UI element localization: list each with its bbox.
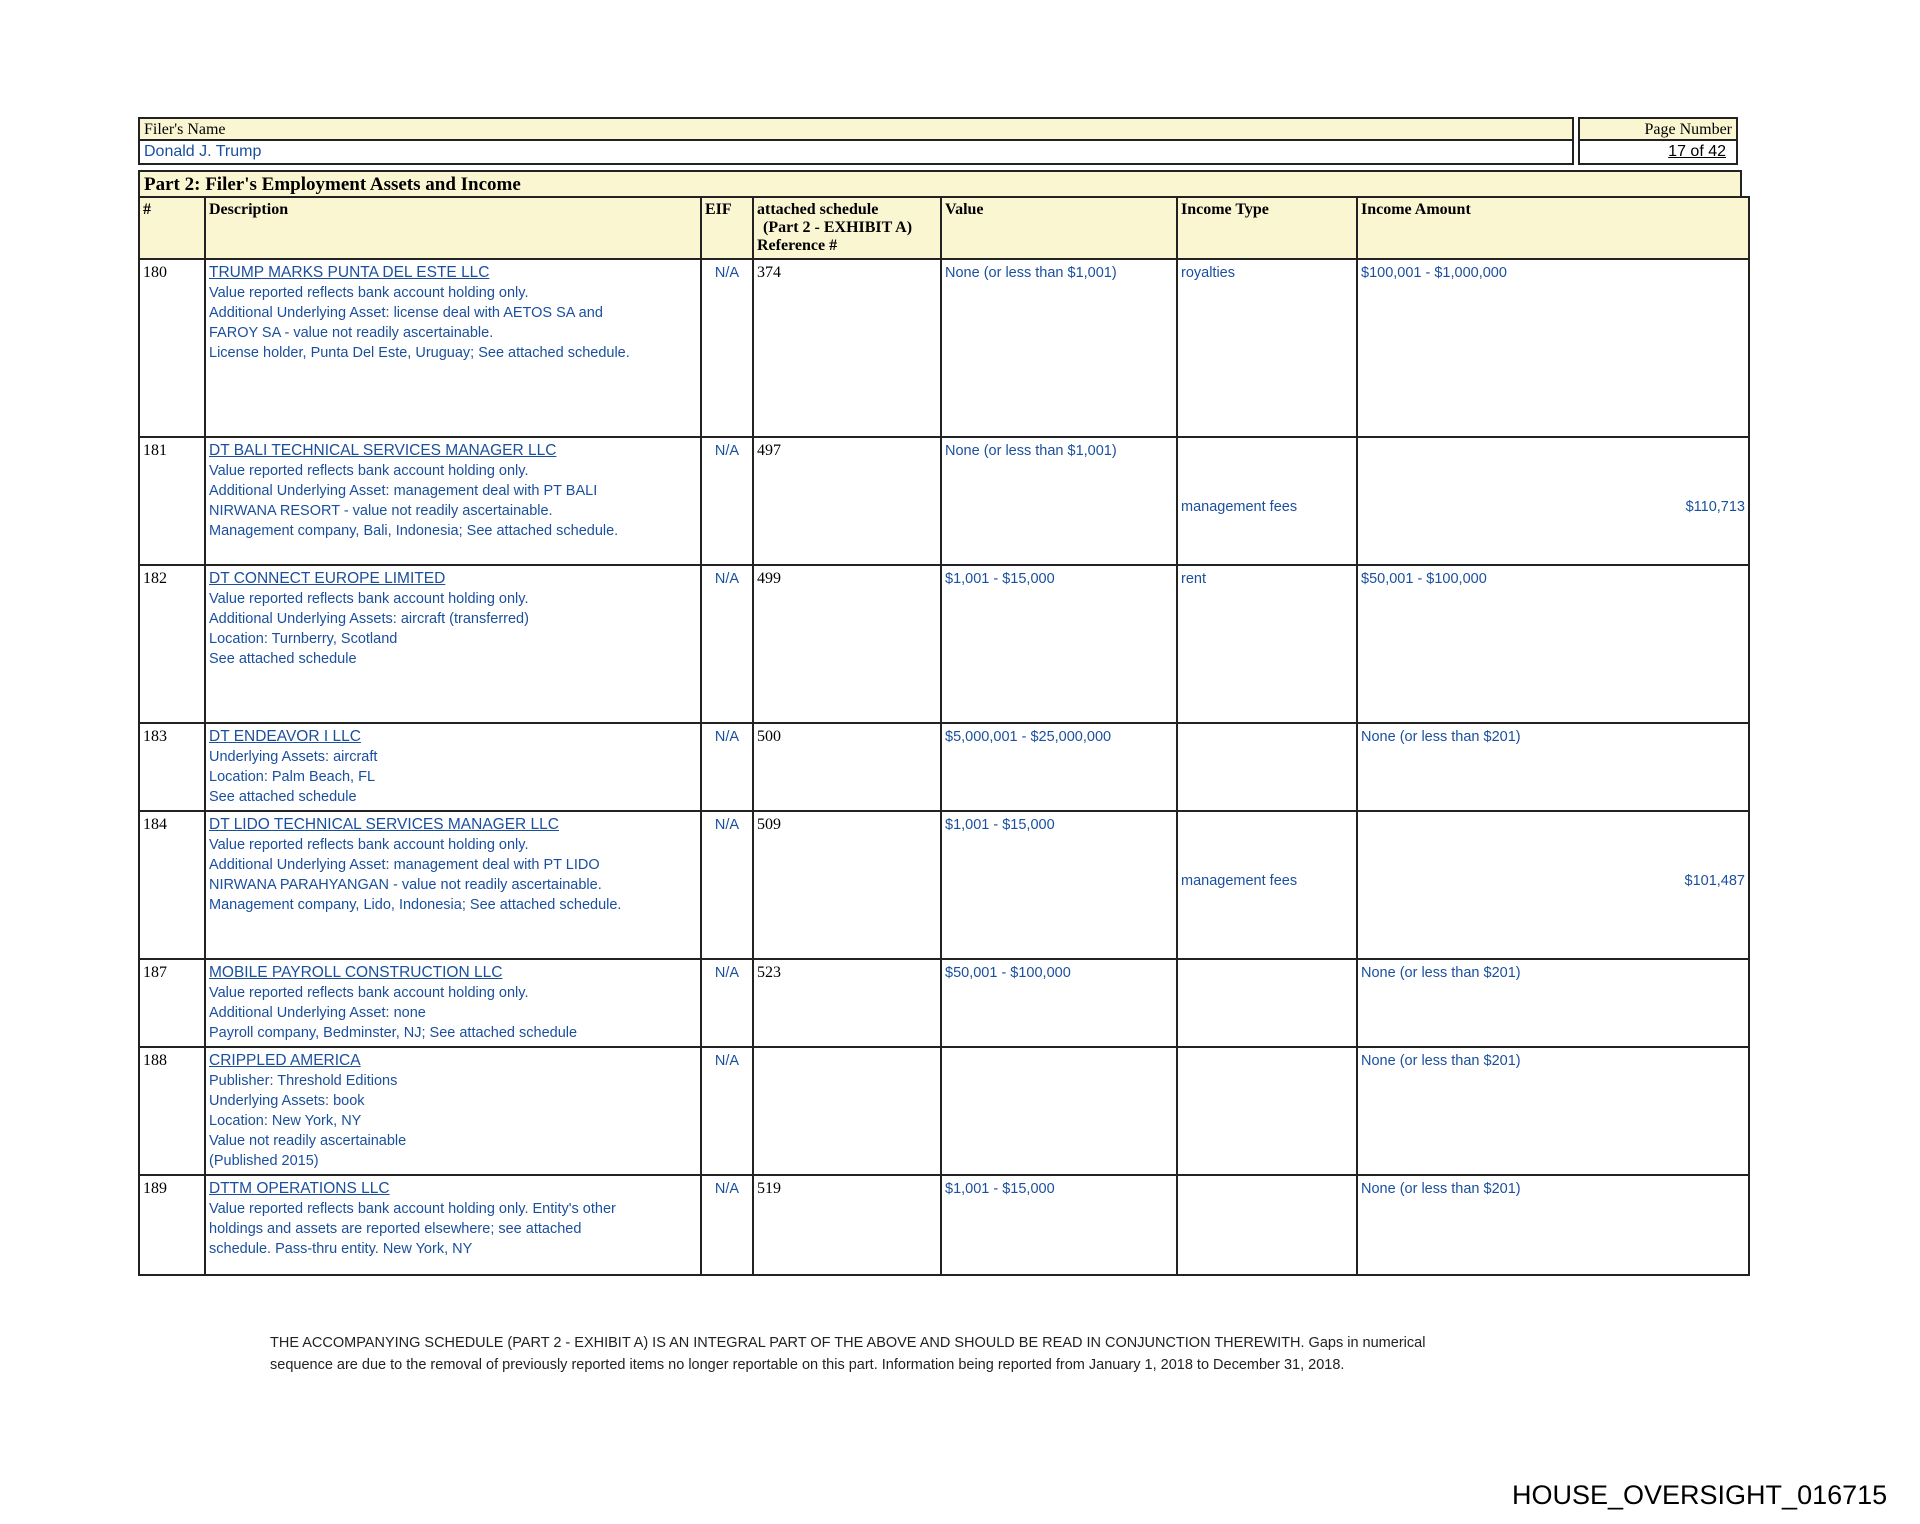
eif-text: N/A xyxy=(714,443,740,459)
value-text: $5,000,001 - $25,000,000 xyxy=(945,729,1112,745)
table-row xyxy=(139,1175,1749,1275)
row-income-amount xyxy=(1357,723,1749,811)
description-line: See attached schedule xyxy=(209,651,357,667)
entity-title: DT CONNECT EUROPE LIMITED xyxy=(209,570,446,587)
description-line: See attached schedule xyxy=(209,789,357,805)
value-text: None (or less than $1,001) xyxy=(945,443,1117,459)
value-text: $1,001 - $15,000 xyxy=(945,817,1055,833)
entity-title: TRUMP MARKS PUNTA DEL ESTE LLC xyxy=(209,264,490,281)
row-number-text: 189 xyxy=(143,1180,167,1197)
filer-name-label: Filer's Name xyxy=(138,117,1574,141)
row-description xyxy=(205,437,701,565)
description-line: Management company, Bali, Indonesia; See attached schedule. xyxy=(209,523,619,539)
description-line: Additional Underlying Assets: aircraft (transferred) xyxy=(209,611,529,627)
description-line: FAROY SA - value not readily ascertainable. xyxy=(209,325,494,341)
row-reference xyxy=(753,565,941,723)
row-reference xyxy=(753,959,941,1047)
assets-income-table xyxy=(138,196,1750,1276)
cell-spacer xyxy=(1361,441,1745,497)
row-number-text: 181 xyxy=(143,442,167,459)
row-number-text: 187 xyxy=(143,964,167,981)
row-number xyxy=(139,1047,205,1175)
col-header-income-type: Income Type xyxy=(1177,197,1357,259)
row-value xyxy=(941,1175,1177,1275)
reference-text: 499 xyxy=(757,570,781,587)
row-income-amount xyxy=(1357,1047,1749,1175)
table-row xyxy=(139,565,1749,723)
row-number xyxy=(139,437,205,565)
filer-name-value: Donald J. Trump xyxy=(138,141,1574,165)
col-header-value: Value xyxy=(941,197,1177,259)
description-line: Management company, Lido, Indonesia; See attached schedule. xyxy=(209,897,622,913)
income-amount-text: None (or less than $201) xyxy=(1361,1053,1521,1069)
row-income-type xyxy=(1177,1047,1357,1175)
entity-title: DT LIDO TECHNICAL SERVICES MANAGER LLC xyxy=(209,816,559,833)
row-reference xyxy=(753,1175,941,1275)
value-text: $50,001 - $100,000 xyxy=(945,965,1071,981)
col-header-ref-line1: attached schedule xyxy=(757,201,879,218)
row-number-text: 183 xyxy=(143,728,167,745)
part-title: Part 2: Filer's Employment Assets and Income xyxy=(138,170,1742,196)
row-number-text: 182 xyxy=(143,570,167,587)
description-line: Value reported reflects bank account holding only. xyxy=(209,285,529,301)
row-value xyxy=(941,565,1177,723)
table-row xyxy=(139,437,1749,565)
reference-text: 509 xyxy=(757,816,781,833)
description-line: Additional Underlying Asset: license deal with AETOS SA and xyxy=(209,305,603,321)
reference-text: 519 xyxy=(757,1180,781,1197)
reference-text: 523 xyxy=(757,964,781,981)
table-header-row xyxy=(139,197,1749,259)
eif-text: N/A xyxy=(714,729,740,745)
income-amount-text: $101,487 xyxy=(1684,873,1745,889)
row-value xyxy=(941,259,1177,437)
footnote-line-1: THE ACCOMPANYING SCHEDULE (PART 2 - EXHIBIT A) IS AN INTEGRAL PART OF THE ABOVE AND SHOULD BE READ IN CONJUNCTION THEREWITH. Gaps in numerical xyxy=(270,1335,1426,1351)
description-line: Location: Palm Beach, FL xyxy=(209,769,376,785)
description-line: Additional Underlying Asset: management deal with PT BALI xyxy=(209,483,598,499)
row-eif xyxy=(701,437,753,565)
row-eif xyxy=(701,565,753,723)
cell-spacer xyxy=(1181,441,1353,497)
footnote-line-2: sequence are due to the removal of previously reported items no longer reportable on this part. Information being reported from January 1, 2018 to December 31, 2018. xyxy=(270,1357,1345,1373)
row-eif xyxy=(701,959,753,1047)
eif-text: N/A xyxy=(714,1053,740,1069)
income-type-text: royalties xyxy=(1181,265,1235,281)
eif-text: N/A xyxy=(714,571,740,587)
col-header-num: # xyxy=(139,197,205,259)
description-line: Publisher: Threshold Editions xyxy=(209,1073,398,1089)
cell-spacer xyxy=(1181,815,1353,871)
row-description xyxy=(205,811,701,959)
entity-title: DTTM OPERATIONS LLC xyxy=(209,1180,390,1197)
income-type-text: management fees xyxy=(1181,499,1298,515)
row-reference xyxy=(753,723,941,811)
entity-title: MOBILE PAYROLL CONSTRUCTION LLC xyxy=(209,964,503,981)
row-value xyxy=(941,1047,1177,1175)
row-eif xyxy=(701,259,753,437)
row-number xyxy=(139,959,205,1047)
row-number xyxy=(139,259,205,437)
description-line: NIRWANA RESORT - value not readily ascertainable. xyxy=(209,503,553,519)
eif-text: N/A xyxy=(714,817,740,833)
row-value xyxy=(941,723,1177,811)
description-line: Location: Turnberry, Scotland xyxy=(209,631,398,647)
row-number xyxy=(139,1175,205,1275)
reference-text: 374 xyxy=(757,264,781,281)
reference-text: 497 xyxy=(757,442,781,459)
row-income-amount xyxy=(1357,959,1749,1047)
eif-text: N/A xyxy=(714,965,740,981)
row-income-type xyxy=(1177,437,1357,565)
description-line: NIRWANA PARAHYANGAN - value not readily ascertainable. xyxy=(209,877,602,893)
row-value xyxy=(941,811,1177,959)
row-income-type xyxy=(1177,1175,1357,1275)
row-number-text: 180 xyxy=(143,264,167,281)
reference-text: 500 xyxy=(757,728,781,745)
row-eif xyxy=(701,1047,753,1175)
description-line: Underlying Assets: book xyxy=(209,1093,365,1109)
row-income-amount xyxy=(1357,259,1749,437)
description-line: Location: New York, NY xyxy=(209,1113,362,1129)
entity-title: CRIPPLED AMERICA xyxy=(209,1052,361,1069)
entity-title: DT BALI TECHNICAL SERVICES MANAGER LLC xyxy=(209,442,557,459)
row-description xyxy=(205,565,701,723)
row-eif xyxy=(701,1175,753,1275)
row-income-type xyxy=(1177,811,1357,959)
table-row xyxy=(139,723,1749,811)
income-type-text: management fees xyxy=(1181,873,1298,889)
row-value xyxy=(941,959,1177,1047)
description-line: holdings and assets are reported elsewhere; see attached xyxy=(209,1221,582,1237)
row-description xyxy=(205,959,701,1047)
row-reference xyxy=(753,811,941,959)
row-income-amount xyxy=(1357,811,1749,959)
description-line: Value not readily ascertainable xyxy=(209,1133,407,1149)
row-description xyxy=(205,1175,701,1275)
row-number xyxy=(139,811,205,959)
bates-number: HOUSE_OVERSIGHT_016715 xyxy=(1512,1480,1888,1510)
row-eif xyxy=(701,811,753,959)
value-text: $1,001 - $15,000 xyxy=(945,571,1055,587)
row-income-type xyxy=(1177,959,1357,1047)
page-number-label: Page Number xyxy=(1578,117,1738,141)
description-line: Value reported reflects bank account holding only. xyxy=(209,463,529,479)
description-line: Payroll company, Bedminster, NJ; See attached schedule xyxy=(209,1025,578,1041)
col-header-reference xyxy=(753,197,941,259)
col-header-ref-line3: Reference # xyxy=(757,237,838,254)
row-description xyxy=(205,723,701,811)
row-reference xyxy=(753,259,941,437)
income-amount-text: $50,001 - $100,000 xyxy=(1361,571,1487,587)
col-header-description: Description xyxy=(205,197,701,259)
row-reference xyxy=(753,437,941,565)
description-line: Additional Underlying Asset: management deal with PT LIDO xyxy=(209,857,600,873)
row-income-type xyxy=(1177,259,1357,437)
row-description xyxy=(205,1047,701,1175)
col-header-eif: EIF xyxy=(701,197,753,259)
table-body xyxy=(139,259,1749,1275)
page-number-value xyxy=(1578,141,1738,165)
income-type-text: rent xyxy=(1181,571,1206,587)
row-reference xyxy=(753,1047,941,1175)
row-income-amount xyxy=(1357,565,1749,723)
eif-text: N/A xyxy=(714,265,740,281)
income-amount-text: $100,001 - $1,000,000 xyxy=(1361,265,1507,281)
table-row xyxy=(139,959,1749,1047)
table-row xyxy=(139,1047,1749,1175)
description-line: Additional Underlying Asset: none xyxy=(209,1005,426,1021)
income-amount-text: None (or less than $201) xyxy=(1361,1181,1521,1197)
value-text: $1,001 - $15,000 xyxy=(945,1181,1055,1197)
cell-spacer xyxy=(1361,815,1745,871)
description-line: Value reported reflects bank account holding only. xyxy=(209,985,529,1001)
eif-text: N/A xyxy=(714,1181,740,1197)
col-header-income-amount: Income Amount xyxy=(1357,197,1749,259)
row-number xyxy=(139,723,205,811)
row-value xyxy=(941,437,1177,565)
footnote xyxy=(270,1332,1650,1376)
description-line: Value reported reflects bank account holding only. Entity's other xyxy=(209,1201,616,1217)
table-row xyxy=(139,811,1749,959)
table-row xyxy=(139,259,1749,437)
description-line: schedule. Pass-thru entity. New York, NY xyxy=(209,1241,473,1257)
row-income-type xyxy=(1177,565,1357,723)
row-description xyxy=(205,259,701,437)
page-number-text: 17 of 42 xyxy=(1668,143,1726,160)
row-income-amount xyxy=(1357,1175,1749,1275)
filer-header xyxy=(138,117,1738,171)
description-line: (Published 2015) xyxy=(209,1153,319,1169)
entity-title: DT ENDEAVOR I LLC xyxy=(209,728,361,745)
description-line: Value reported reflects bank account holding only. xyxy=(209,591,529,607)
row-number-text: 188 xyxy=(143,1052,167,1069)
row-eif xyxy=(701,723,753,811)
income-amount-text: None (or less than $201) xyxy=(1361,729,1521,745)
row-number-text: 184 xyxy=(143,816,167,833)
income-amount-text: $110,713 xyxy=(1685,499,1745,515)
col-header-ref-line2: (Part 2 - EXHIBIT A) xyxy=(763,219,913,236)
value-text: None (or less than $1,001) xyxy=(945,265,1117,281)
description-line: Underlying Assets: aircraft xyxy=(209,749,378,765)
row-income-amount xyxy=(1357,437,1749,565)
row-income-type xyxy=(1177,723,1357,811)
description-line: License holder, Punta Del Este, Uruguay; See attached schedule. xyxy=(209,345,630,361)
income-amount-text: None (or less than $201) xyxy=(1361,965,1521,981)
description-line: Value reported reflects bank account holding only. xyxy=(209,837,529,853)
row-number xyxy=(139,565,205,723)
